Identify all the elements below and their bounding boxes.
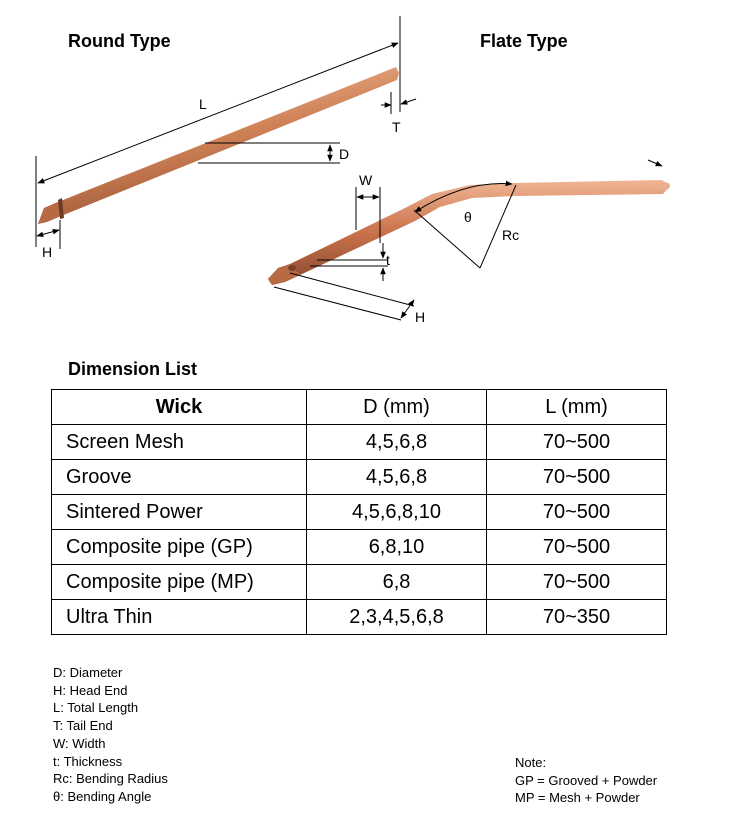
note-line: MP = Mesh + Powder [515, 790, 640, 806]
cell-diameter: 4,5,6,8 [307, 460, 487, 495]
cell-length: 70~350 [487, 600, 667, 635]
table-header-row [52, 390, 667, 425]
dimension-table [51, 389, 667, 635]
cell-wick: Screen Mesh [52, 425, 307, 460]
cell-diameter: 6,8 [307, 565, 487, 600]
cell-length: 70~500 [487, 460, 667, 495]
cell-wick: Composite pipe (MP) [52, 565, 307, 600]
legend-item: Rc: Bending Radius [53, 771, 168, 787]
legend-item: t: Thickness [53, 753, 123, 769]
legend-item: W: Width [53, 735, 106, 751]
cell-diameter: 4,5,6,8,10 [307, 495, 487, 530]
note-block [515, 754, 657, 807]
note-title: Note: [515, 755, 547, 770]
cell-diameter: 4,5,6,8 [307, 425, 487, 460]
table-row [52, 530, 667, 565]
legend-item: θ: Bending Angle [53, 788, 152, 804]
dimension-list-heading: Dimension List [68, 359, 198, 379]
cell-length: 70~500 [487, 495, 667, 530]
table-row [52, 600, 667, 635]
label-H-round: H [42, 244, 53, 260]
label-H-flat: H [415, 309, 426, 325]
legend-item: L: Total Length [53, 700, 139, 716]
cell-wick: Composite pipe (GP) [52, 530, 307, 565]
label-theta: θ [464, 209, 472, 225]
label-t: t [386, 252, 390, 268]
label-D: D [339, 146, 350, 162]
header-l: L (mm) [487, 390, 667, 425]
cell-wick: Groove [52, 460, 307, 495]
cell-wick: Ultra Thin [52, 600, 307, 635]
table-row [52, 495, 667, 530]
table-row [52, 565, 667, 600]
legend-item: T: Tail End [53, 718, 113, 734]
cell-diameter: 6,8,10 [307, 530, 487, 565]
heat-pipe-diagram [0, 0, 729, 350]
header-d: D (mm) [307, 390, 487, 425]
flat-heat-pipe [268, 180, 670, 285]
cell-length: 70~500 [487, 425, 667, 460]
cell-length: 70~500 [487, 565, 667, 600]
round-type-heading: Round Type [68, 31, 171, 51]
round-dimension-lines [36, 16, 416, 249]
header-wick: Wick [52, 390, 307, 425]
label-L: L [199, 96, 207, 112]
cell-length: 70~500 [487, 530, 667, 565]
note-line: GP = Grooved + Powder [515, 772, 658, 788]
cell-diameter: 2,3,4,5,6,8 [307, 600, 487, 635]
label-T: T [392, 119, 401, 135]
table-row [52, 425, 667, 460]
flat-type-heading: Flate Type [480, 31, 568, 51]
label-W: W [359, 172, 373, 188]
label-Rc: Rc [502, 227, 520, 243]
table-row [52, 460, 667, 495]
abbreviation-legend [53, 664, 168, 806]
cell-wick: Sintered Power [52, 495, 307, 530]
legend-item: H: Head End [53, 682, 128, 698]
legend-item: D: Diameter [53, 665, 123, 680]
